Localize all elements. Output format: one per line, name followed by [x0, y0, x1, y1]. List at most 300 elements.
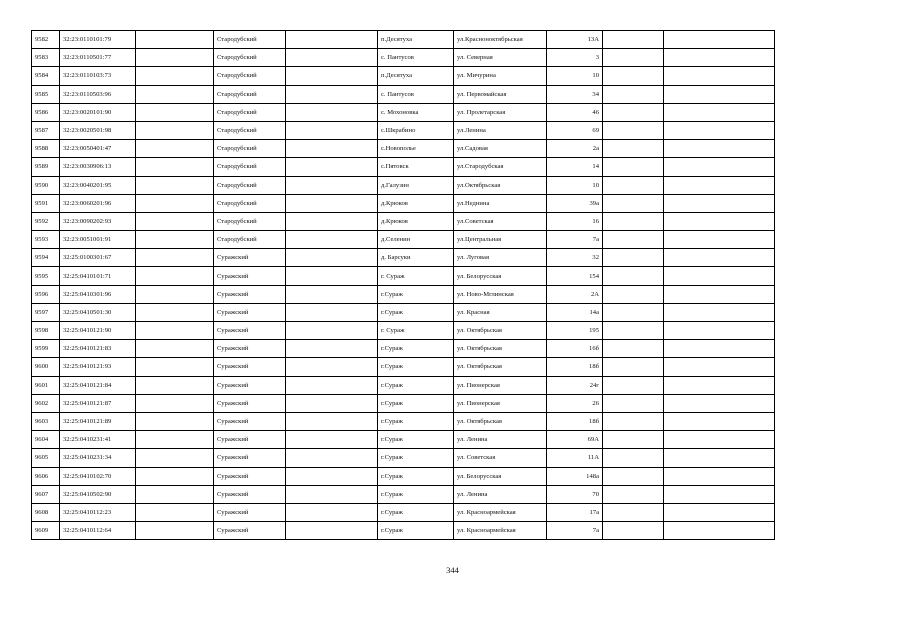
house-number-cell: 69	[547, 121, 603, 139]
district-cell: Суражский	[214, 431, 286, 449]
row-number-cell: 9601	[32, 376, 60, 394]
table-row	[32, 285, 775, 303]
street-cell: ул. Красноармейская	[454, 503, 547, 521]
empty-col-3-cell	[603, 249, 664, 267]
street-cell: ул. Октябрьская	[454, 322, 547, 340]
cadastral-number-cell: 32:25:0410102:70	[60, 467, 136, 485]
empty-col-3-cell	[603, 358, 664, 376]
empty-col-cell	[136, 503, 214, 521]
cadastral-number-cell: 32:25:0410121:93	[60, 358, 136, 376]
house-number-cell: 195	[547, 322, 603, 340]
district-cell: Стародубский	[214, 67, 286, 85]
table-row	[32, 85, 775, 103]
settlement-cell: г.Сураж	[378, 522, 454, 540]
empty-col-cell	[136, 31, 214, 49]
row-number-cell: 9594	[32, 249, 60, 267]
settlement-cell: п.Десятуха	[378, 31, 454, 49]
empty-col-4-cell	[664, 267, 775, 285]
street-cell: ул.Октябрьская	[454, 176, 547, 194]
district-cell: Стародубский	[214, 212, 286, 230]
table-row	[32, 176, 775, 194]
settlement-cell: г. Сураж	[378, 322, 454, 340]
empty-col-4-cell	[664, 285, 775, 303]
cadastral-number-cell: 32:25:0410121:87	[60, 394, 136, 412]
cadastral-number-cell: 32:25:0410112:23	[60, 503, 136, 521]
cadastral-number-cell: 32:25:0410121:83	[60, 340, 136, 358]
cadastral-number-cell: 32:25:0410121:90	[60, 322, 136, 340]
district-cell: Суражский	[214, 394, 286, 412]
empty-col-cell	[136, 212, 214, 230]
cadastral-number-cell: 32:23:0050401:47	[60, 140, 136, 158]
empty-col-cell	[136, 49, 214, 67]
house-number-cell: 13А	[547, 31, 603, 49]
settlement-cell: д.Крюков	[378, 194, 454, 212]
table-body	[32, 31, 775, 540]
empty-col-4-cell	[664, 340, 775, 358]
row-number-cell: 9584	[32, 67, 60, 85]
house-number-cell: 24г	[547, 376, 603, 394]
table-row	[32, 394, 775, 412]
street-cell: ул. Пионерская	[454, 376, 547, 394]
empty-col-2-cell	[286, 121, 378, 139]
empty-col-cell	[136, 231, 214, 249]
empty-col-4-cell	[664, 394, 775, 412]
empty-col-2-cell	[286, 285, 378, 303]
empty-col-2-cell	[286, 194, 378, 212]
row-number-cell: 9595	[32, 267, 60, 285]
settlement-cell: г.Сураж	[378, 467, 454, 485]
settlement-cell: г.Сураж	[378, 412, 454, 430]
district-cell: Суражский	[214, 503, 286, 521]
empty-col-cell	[136, 376, 214, 394]
empty-col-4-cell	[664, 103, 775, 121]
street-cell: ул. Октябрьская	[454, 358, 547, 376]
table-row	[32, 267, 775, 285]
house-number-cell: 18б	[547, 412, 603, 430]
row-number-cell: 9596	[32, 285, 60, 303]
empty-col-cell	[136, 140, 214, 158]
empty-col-3-cell	[603, 394, 664, 412]
empty-col-2-cell	[286, 49, 378, 67]
empty-col-2-cell	[286, 140, 378, 158]
row-number-cell: 9608	[32, 503, 60, 521]
empty-col-2-cell	[286, 358, 378, 376]
street-cell: ул. Октябрьская	[454, 340, 547, 358]
cadastral-number-cell: 32:23:0040201:95	[60, 176, 136, 194]
empty-col-2-cell	[286, 212, 378, 230]
empty-col-4-cell	[664, 358, 775, 376]
house-number-cell: 16	[547, 212, 603, 230]
table-row	[32, 485, 775, 503]
empty-col-3-cell	[603, 176, 664, 194]
empty-col-4-cell	[664, 467, 775, 485]
empty-col-2-cell	[286, 67, 378, 85]
empty-col-4-cell	[664, 412, 775, 430]
table-row	[32, 322, 775, 340]
empty-col-4-cell	[664, 322, 775, 340]
page-number: 344	[446, 565, 459, 575]
district-cell: Суражский	[214, 412, 286, 430]
empty-col-4-cell	[664, 303, 775, 321]
empty-col-2-cell	[286, 231, 378, 249]
settlement-cell: с.Новополье	[378, 140, 454, 158]
table-row	[32, 358, 775, 376]
street-cell: ул. Ново-Мглинская	[454, 285, 547, 303]
empty-col-2-cell	[286, 449, 378, 467]
empty-col-cell	[136, 485, 214, 503]
empty-col-3-cell	[603, 194, 664, 212]
empty-col-3-cell	[603, 49, 664, 67]
settlement-cell: д.Селенин	[378, 231, 454, 249]
house-number-cell: 26	[547, 394, 603, 412]
empty-col-2-cell	[286, 394, 378, 412]
district-cell: Суражский	[214, 322, 286, 340]
district-cell: Суражский	[214, 467, 286, 485]
empty-col-4-cell	[664, 522, 775, 540]
street-cell: ул. Ленина	[454, 431, 547, 449]
empty-col-3-cell	[603, 503, 664, 521]
empty-col-cell	[136, 103, 214, 121]
house-number-cell: 16б	[547, 340, 603, 358]
street-cell: ул. Белорусская	[454, 467, 547, 485]
cadastral-number-cell: 32:25:0410121:84	[60, 376, 136, 394]
row-number-cell: 9583	[32, 49, 60, 67]
table-row	[32, 431, 775, 449]
house-number-cell: 69А	[547, 431, 603, 449]
empty-col-cell	[136, 176, 214, 194]
empty-col-4-cell	[664, 485, 775, 503]
settlement-cell: д.Галузин	[378, 176, 454, 194]
empty-col-3-cell	[603, 340, 664, 358]
settlement-cell: г.Сураж	[378, 485, 454, 503]
empty-col-3-cell	[603, 376, 664, 394]
street-cell: ул.Ленина	[454, 121, 547, 139]
empty-col-2-cell	[286, 412, 378, 430]
cadastral-number-cell: 32:25:0410231:41	[60, 431, 136, 449]
settlement-cell: с. Пантусов	[378, 49, 454, 67]
empty-col-3-cell	[603, 322, 664, 340]
house-number-cell: 10	[547, 176, 603, 194]
empty-col-4-cell	[664, 85, 775, 103]
cadastral-number-cell: 32:23:0051001:91	[60, 231, 136, 249]
cadastral-number-cell: 32:25:0410501:30	[60, 303, 136, 321]
row-number-cell: 9593	[32, 231, 60, 249]
empty-col-2-cell	[286, 431, 378, 449]
empty-col-3-cell	[603, 267, 664, 285]
house-number-cell: 14а	[547, 303, 603, 321]
cadastral-number-cell: 32:25:0410231:34	[60, 449, 136, 467]
empty-col-2-cell	[286, 267, 378, 285]
table-row	[32, 194, 775, 212]
row-number-cell: 9602	[32, 394, 60, 412]
settlement-cell: с.Пятовск	[378, 158, 454, 176]
empty-col-2-cell	[286, 503, 378, 521]
district-cell: Суражский	[214, 522, 286, 540]
empty-col-cell	[136, 121, 214, 139]
street-cell: ул. Красноармейская	[454, 522, 547, 540]
table-row	[32, 449, 775, 467]
house-number-cell: 46	[547, 103, 603, 121]
settlement-cell: г.Сураж	[378, 503, 454, 521]
street-cell: ул. Ленина	[454, 485, 547, 503]
table-row	[32, 231, 775, 249]
empty-col-3-cell	[603, 467, 664, 485]
cadastral-number-cell: 32:23:0110103:73	[60, 67, 136, 85]
house-number-cell: 154	[547, 267, 603, 285]
street-cell: ул.Садовая	[454, 140, 547, 158]
street-cell: ул.Красноноктябрьская	[454, 31, 547, 49]
empty-col-cell	[136, 394, 214, 412]
empty-col-4-cell	[664, 176, 775, 194]
settlement-cell: с.Шкрабино	[378, 121, 454, 139]
empty-col-cell	[136, 285, 214, 303]
empty-col-cell	[136, 467, 214, 485]
district-cell: Суражский	[214, 249, 286, 267]
empty-col-2-cell	[286, 322, 378, 340]
district-cell: Стародубский	[214, 194, 286, 212]
cadastral-number-cell: 32:25:0410121:89	[60, 412, 136, 430]
empty-col-4-cell	[664, 194, 775, 212]
row-number-cell: 9606	[32, 467, 60, 485]
house-number-cell: 70	[547, 485, 603, 503]
table-row	[32, 121, 775, 139]
table-row	[32, 49, 775, 67]
table-row	[32, 340, 775, 358]
settlement-cell: с. Мохоновка	[378, 103, 454, 121]
empty-col-cell	[136, 522, 214, 540]
empty-col-cell	[136, 85, 214, 103]
street-cell: ул. Октябрьская	[454, 412, 547, 430]
empty-col-4-cell	[664, 431, 775, 449]
house-number-cell: 7а	[547, 522, 603, 540]
empty-col-2-cell	[286, 485, 378, 503]
house-number-cell: 3	[547, 49, 603, 67]
district-cell: Стародубский	[214, 103, 286, 121]
street-cell: ул. Северная	[454, 49, 547, 67]
cadastral-number-cell: 32:25:0100301:67	[60, 249, 136, 267]
empty-col-2-cell	[286, 467, 378, 485]
empty-col-3-cell	[603, 522, 664, 540]
empty-col-cell	[136, 340, 214, 358]
empty-col-cell	[136, 322, 214, 340]
empty-col-cell	[136, 67, 214, 85]
empty-col-2-cell	[286, 522, 378, 540]
cadastral-number-cell: 32:23:0090202:93	[60, 212, 136, 230]
empty-col-3-cell	[603, 121, 664, 139]
street-cell: ул. Луговая	[454, 249, 547, 267]
empty-col-cell	[136, 158, 214, 176]
row-number-cell: 9605	[32, 449, 60, 467]
row-number-cell: 9589	[32, 158, 60, 176]
district-cell: Стародубский	[214, 140, 286, 158]
district-cell: Суражский	[214, 449, 286, 467]
empty-col-3-cell	[603, 103, 664, 121]
empty-col-cell	[136, 249, 214, 267]
empty-col-4-cell	[664, 449, 775, 467]
empty-col-3-cell	[603, 212, 664, 230]
settlement-cell: г. Сураж	[378, 267, 454, 285]
empty-col-3-cell	[603, 31, 664, 49]
table-row	[32, 522, 775, 540]
empty-col-2-cell	[286, 158, 378, 176]
table-row	[32, 212, 775, 230]
row-number-cell: 9604	[32, 431, 60, 449]
district-cell: Стародубский	[214, 121, 286, 139]
row-number-cell: 9588	[32, 140, 60, 158]
table-row	[32, 503, 775, 521]
table-row	[32, 467, 775, 485]
table-row	[32, 31, 775, 49]
empty-col-3-cell	[603, 303, 664, 321]
empty-col-4-cell	[664, 121, 775, 139]
row-number-cell: 9599	[32, 340, 60, 358]
cadastral-number-cell: 32:25:0410502:90	[60, 485, 136, 503]
empty-col-4-cell	[664, 67, 775, 85]
settlement-cell: г.Сураж	[378, 376, 454, 394]
district-cell: Суражский	[214, 285, 286, 303]
empty-col-cell	[136, 412, 214, 430]
cadastral-number-cell: 32:23:0020501:98	[60, 121, 136, 139]
table-row	[32, 412, 775, 430]
empty-col-3-cell	[603, 158, 664, 176]
house-number-cell: 34	[547, 85, 603, 103]
street-cell: ул. Мичурина	[454, 67, 547, 85]
row-number-cell: 9591	[32, 194, 60, 212]
empty-col-4-cell	[664, 249, 775, 267]
cadastral-number-cell: 32:23:0110501:77	[60, 49, 136, 67]
empty-col-4-cell	[664, 158, 775, 176]
empty-col-4-cell	[664, 31, 775, 49]
row-number-cell: 9586	[32, 103, 60, 121]
house-number-cell: 11А	[547, 449, 603, 467]
settlement-cell: г.Сураж	[378, 303, 454, 321]
row-number-cell: 9592	[32, 212, 60, 230]
house-number-cell: 10	[547, 67, 603, 85]
row-number-cell: 9587	[32, 121, 60, 139]
settlement-cell: г.Сураж	[378, 449, 454, 467]
empty-col-3-cell	[603, 85, 664, 103]
empty-col-4-cell	[664, 231, 775, 249]
table-row	[32, 67, 775, 85]
registry-table	[31, 30, 775, 540]
empty-col-3-cell	[603, 431, 664, 449]
row-number-cell: 9585	[32, 85, 60, 103]
house-number-cell: 2А	[547, 285, 603, 303]
empty-col-3-cell	[603, 412, 664, 430]
district-cell: Стародубский	[214, 231, 286, 249]
empty-col-4-cell	[664, 140, 775, 158]
district-cell: Суражский	[214, 303, 286, 321]
empty-col-2-cell	[286, 31, 378, 49]
street-cell: ул.Стародубская	[454, 158, 547, 176]
district-cell: Стародубский	[214, 49, 286, 67]
row-number-cell: 9582	[32, 31, 60, 49]
empty-col-3-cell	[603, 485, 664, 503]
row-number-cell: 9598	[32, 322, 60, 340]
house-number-cell: 7а	[547, 231, 603, 249]
cadastral-number-cell: 32:23:0110101:79	[60, 31, 136, 49]
district-cell: Стародубский	[214, 85, 286, 103]
empty-col-cell	[136, 267, 214, 285]
cadastral-number-cell: 32:23:0060201:96	[60, 194, 136, 212]
street-cell: ул. Пионерская	[454, 394, 547, 412]
cadastral-number-cell: 32:23:0020101:90	[60, 103, 136, 121]
district-cell: Стародубский	[214, 31, 286, 49]
house-number-cell: 18б	[547, 358, 603, 376]
table-row	[32, 249, 775, 267]
district-cell: Стародубский	[214, 176, 286, 194]
street-cell: ул. Первомайская	[454, 85, 547, 103]
empty-col-4-cell	[664, 212, 775, 230]
settlement-cell: г.Сураж	[378, 431, 454, 449]
empty-col-3-cell	[603, 140, 664, 158]
settlement-cell: п.Десятуха	[378, 67, 454, 85]
empty-col-2-cell	[286, 85, 378, 103]
district-cell: Суражский	[214, 340, 286, 358]
settlement-cell: г.Сураж	[378, 285, 454, 303]
empty-col-cell	[136, 431, 214, 449]
empty-col-2-cell	[286, 376, 378, 394]
empty-col-4-cell	[664, 49, 775, 67]
empty-col-3-cell	[603, 231, 664, 249]
house-number-cell: 148а	[547, 467, 603, 485]
table-row	[32, 303, 775, 321]
house-number-cell: 17а	[547, 503, 603, 521]
street-cell: ул. Красная	[454, 303, 547, 321]
cadastral-number-cell: 32:25:0410101:71	[60, 267, 136, 285]
empty-col-cell	[136, 358, 214, 376]
table-row	[32, 376, 775, 394]
empty-col-2-cell	[286, 303, 378, 321]
settlement-cell: г.Сураж	[378, 340, 454, 358]
street-cell: ул.Советская	[454, 212, 547, 230]
table-row	[32, 158, 775, 176]
street-cell: ул. Пролетарская	[454, 103, 547, 121]
empty-col-3-cell	[603, 285, 664, 303]
district-cell: Суражский	[214, 376, 286, 394]
settlement-cell: г.Сураж	[378, 358, 454, 376]
row-number-cell: 9603	[32, 412, 60, 430]
table-row	[32, 140, 775, 158]
settlement-cell: д.Крюков	[378, 212, 454, 230]
street-cell: ул. Советская	[454, 449, 547, 467]
district-cell: Суражский	[214, 267, 286, 285]
cadastral-number-cell: 32:23:0030906:13	[60, 158, 136, 176]
empty-col-2-cell	[286, 176, 378, 194]
empty-col-4-cell	[664, 503, 775, 521]
street-cell: ул.Центральная	[454, 231, 547, 249]
house-number-cell: 32	[547, 249, 603, 267]
empty-col-4-cell	[664, 376, 775, 394]
row-number-cell: 9597	[32, 303, 60, 321]
street-cell: ул.Неднина	[454, 194, 547, 212]
empty-col-cell	[136, 194, 214, 212]
settlement-cell: д. Барсуки	[378, 249, 454, 267]
empty-col-2-cell	[286, 103, 378, 121]
house-number-cell: 2а	[547, 140, 603, 158]
empty-col-2-cell	[286, 249, 378, 267]
house-number-cell: 39а	[547, 194, 603, 212]
settlement-cell: г.Сураж	[378, 394, 454, 412]
district-cell: Стародубский	[214, 158, 286, 176]
row-number-cell: 9609	[32, 522, 60, 540]
cadastral-number-cell: 32:25:0410112:64	[60, 522, 136, 540]
row-number-cell: 9590	[32, 176, 60, 194]
settlement-cell: с. Пантусов	[378, 85, 454, 103]
row-number-cell: 9607	[32, 485, 60, 503]
street-cell: ул. Белорусская	[454, 267, 547, 285]
empty-col-3-cell	[603, 449, 664, 467]
